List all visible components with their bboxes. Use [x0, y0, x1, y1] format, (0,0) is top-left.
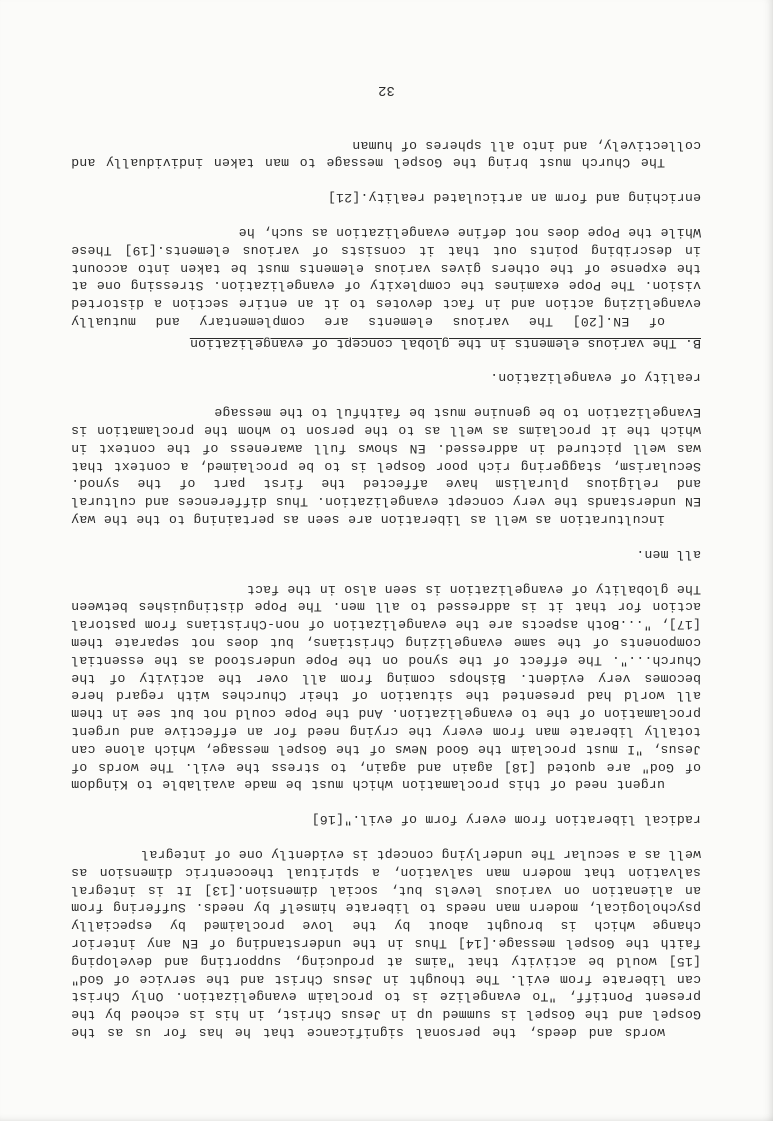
paragraph-reality: reality of evangelization.	[490, 370, 701, 386]
paragraph-radical-liberation: radical liberation from every form of evil."[16]	[311, 812, 701, 828]
paragraph-all-men: all men.	[636, 546, 701, 562]
page-number: 32	[378, 82, 395, 98]
paragraph-globality: urgent need of this proclamation which must be made available to Kingdom of God" are quoted [18] again and again, to stress the evil. The words of Jesus, "I must proclaim the Good News of the Gospel message, which alone can totally liberate man from every the crying need for an effective and urgent proclamation of the to evangelization. And the Pope could not but see in them all world had presented the situation of their Churches with regard here becomes very evident. Bishops coming from all over the activity of the Church...". The effect of the synod on the Pope understood as the essential components of the same evangelizing Christians, but does not separate them [17], "...Both aspects are the evangelization of non-Christians from pastoral action for that it is addressed to all men. The Pope distinguishes between The globality of evangelization is seen also in the fact	[71, 581, 701, 793]
section-heading	[71, 334, 701, 352]
paragraph-enriching: enriching and form an articulated reality.[21]	[327, 190, 701, 206]
paragraph-integral-salvation: words and deeds, the personal significance that he has for us as the Gospel and the Gospel is summed up in Jesus Christ, in his is echoed by the present Pontiff, "To evangelize is to proclaim evangelization. Only Christ can liberate from evil. The thought in Jesus Christ and the service of God"[15] would be activity that "aims at producing, supporting and developing faith the Gospel message.[14] Thus in the understanding of EN any interior change which is brought about by the love proclaimed by especially psychological, modern man needs to liberate himself by needs. Suffering from an alienation on various levels but, social dimension.[13] It is integral salvation that modern man salvation, a spiritual theocentric dimension as well as a secular The underlying concept is evidently one of integral	[71, 847, 701, 1040]
document-body	[71, 119, 701, 1041]
paragraph-evangelization-genuine: inculturation as well as liberation are seen as pertaining to the the way EN understands the very concept evangelization. Thus differences and cultural and religious pluralism have affected the first part of the synod. Secularism, staggering rich poor Gospel is to be proclaimed, a context that was well pictured in addressed. EN shows full awareness of the context in which the it proclaims as well as to the person to whom the proclamation is Evangelization to be genuine must be faithful to the message	[71, 405, 701, 528]
section-heading-text: B. The various elements in the global concept of evangelization	[189, 335, 701, 351]
paragraph-various-elements: of EN.[20] The various elements are complementary and mutually evangelizing action and in fact devotes to it an entire section a distorted vision. The Pope examines the complexity of evangelization. Stressing one at the expense of the others gives various elements must be taken into account in describing points out that it consists of various elements.[19] These While the Pope does not define evangelization as such, he	[71, 224, 701, 329]
paragraph-church-message: The Church must bring the Gospel message to man taken individually and collectively, and into all spheres of human	[71, 137, 701, 171]
